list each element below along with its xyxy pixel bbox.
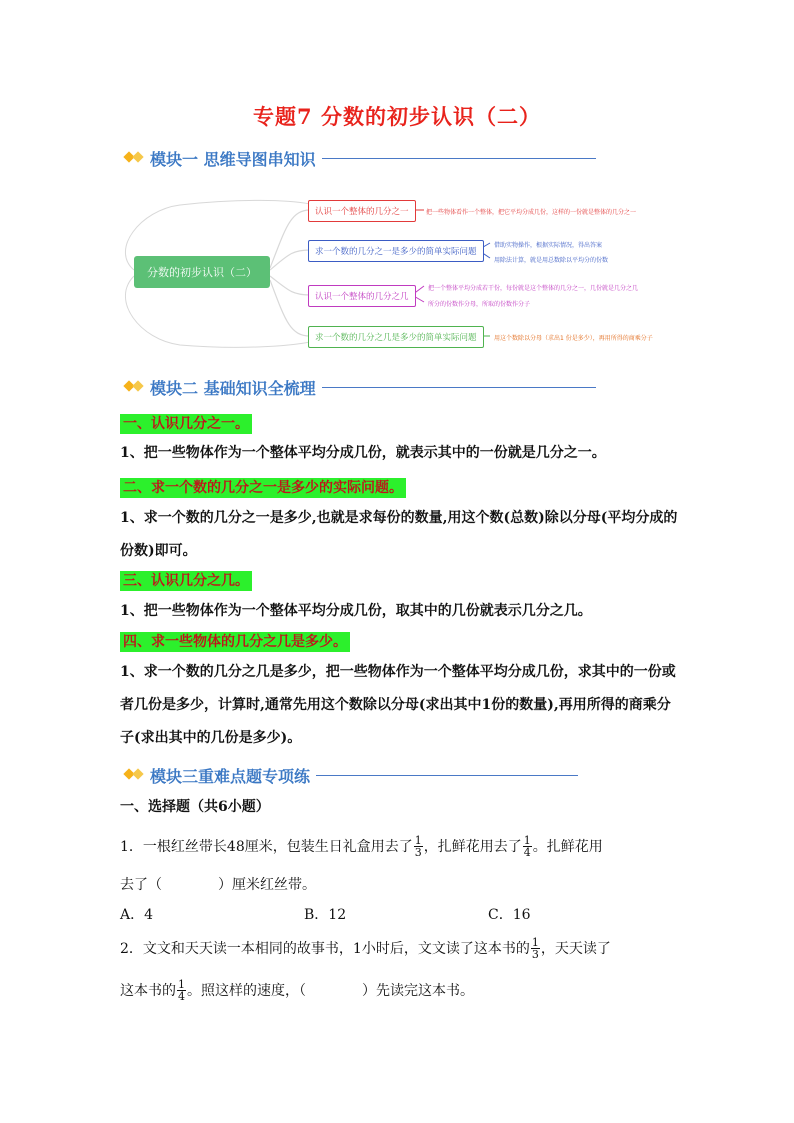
option-b[interactable]: B．12 <box>304 907 347 923</box>
question-2-line-2: 这本书的 $\frac{1}{4}$ 。照这样的速度，（ ）先读完这本书。 <box>120 977 474 1003</box>
mindmap-node-3: 认识一个整体的几分之几 <box>308 285 416 307</box>
option-c[interactable]: C．16 <box>488 907 531 923</box>
section-2-heading: 二、求一个数的几分之一是多少的实际问题。 <box>120 477 406 498</box>
section-1-heading: 一、认识几分之一。 <box>120 413 252 434</box>
module2-label: 模块二 基础知识全梳理 <box>150 378 316 398</box>
fraction: $\frac{1}{4}$ <box>178 977 185 1003</box>
diamond-icon <box>124 380 146 394</box>
mindmap-note-4: 用这个数除以分母（求出1 份是多少），再用所得的商乘分子 <box>494 335 653 342</box>
mindmap-node-4: 求一个数的几分之几是多少的简单实际问题 <box>308 326 484 348</box>
section-1-text: 1、把一些物体作为一个整体平均分成几份，就表示其中的一份就是几分之一。 <box>120 445 606 461</box>
page-title: 专题7 分数的初步认识（二） <box>253 104 541 129</box>
diamond-icon <box>124 768 146 782</box>
module3-label: 模块三重难点题专项练 <box>150 766 311 786</box>
section-2-text: 1、求一个数的几分之一是多少,也就是求每份的数量,用这个数(总数)除以分母(平均分成的份数)即可。 <box>120 510 678 559</box>
module1-label: 模块一 思维导图串知识 <box>150 149 316 169</box>
fraction: $\frac{1}{3}$ <box>414 833 422 859</box>
section-4-text: 1、求一个数的几分之几是多少，把一些物体作为一个整体平均分成几份，求其中的一份或者几份是多少，计算时,通常先用这个数除以分母(求出其中1份的数量),再用所得的商乘分子(求出其中的几份是多少)。 <box>120 664 676 746</box>
question-2-line-1: 2．文文和天天读一本相同的故事书，1小时后，文文读了这本书的 $\frac{1}{3}$ ，天天读了 <box>120 935 611 961</box>
mindmap-node-2: 求一个数的几分之一是多少的简单实际问题 <box>308 240 484 262</box>
mindmap-note-1: 把一些物体看作一个整体，把它平均分成几份，这样的一份就是整体的几分之一 <box>426 209 637 216</box>
mindmap-note-2b: 用除法计算，就是用总数除以平均分的份数 <box>494 257 609 264</box>
module3-divider <box>316 775 578 776</box>
section-4-heading: 四、求一些物体的几分之几是多少。 <box>120 631 350 652</box>
section-3-text: 1、把一些物体作为一个整体平均分成几份，取其中的几份就表示几分之几。 <box>120 603 592 619</box>
section-3-heading: 三、认识几分之几。 <box>120 570 252 591</box>
module3-header <box>124 762 578 788</box>
mindmap-center: 分数的初步认识（二） <box>134 256 270 288</box>
mindmap-note-3b: 所分的份数作分母，所取的份数作分子 <box>428 301 531 308</box>
question-1-line-2: 去了（ ）厘米红丝带。 <box>120 877 316 893</box>
mindmap-node-1: 认识一个整体的几分之一 <box>308 200 416 222</box>
mindmap-note-3a: 把一个整体平均分成若干份，每份就是这个整体的几分之一，几份就是几分之几 <box>428 285 639 292</box>
option-a[interactable]: A．4 <box>120 907 154 923</box>
mindmap-note-2a: 借助实物操作，根据实际情况，得出答案 <box>494 242 603 249</box>
module2-header <box>124 374 596 400</box>
exercise-heading: 一、选择题（共6小题） <box>120 799 270 815</box>
question-1-line-1: 1．一根红丝带长48厘米，包装生日礼盒用去了 $\frac{1}{3}$ ，扎鲜花用去了 $\frac{1}{4}$ 。扎鲜花用 <box>120 833 603 859</box>
fraction: $\frac{1}{4}$ <box>523 833 531 859</box>
module2-divider <box>322 387 596 388</box>
fraction: $\frac{1}{3}$ <box>531 935 539 961</box>
